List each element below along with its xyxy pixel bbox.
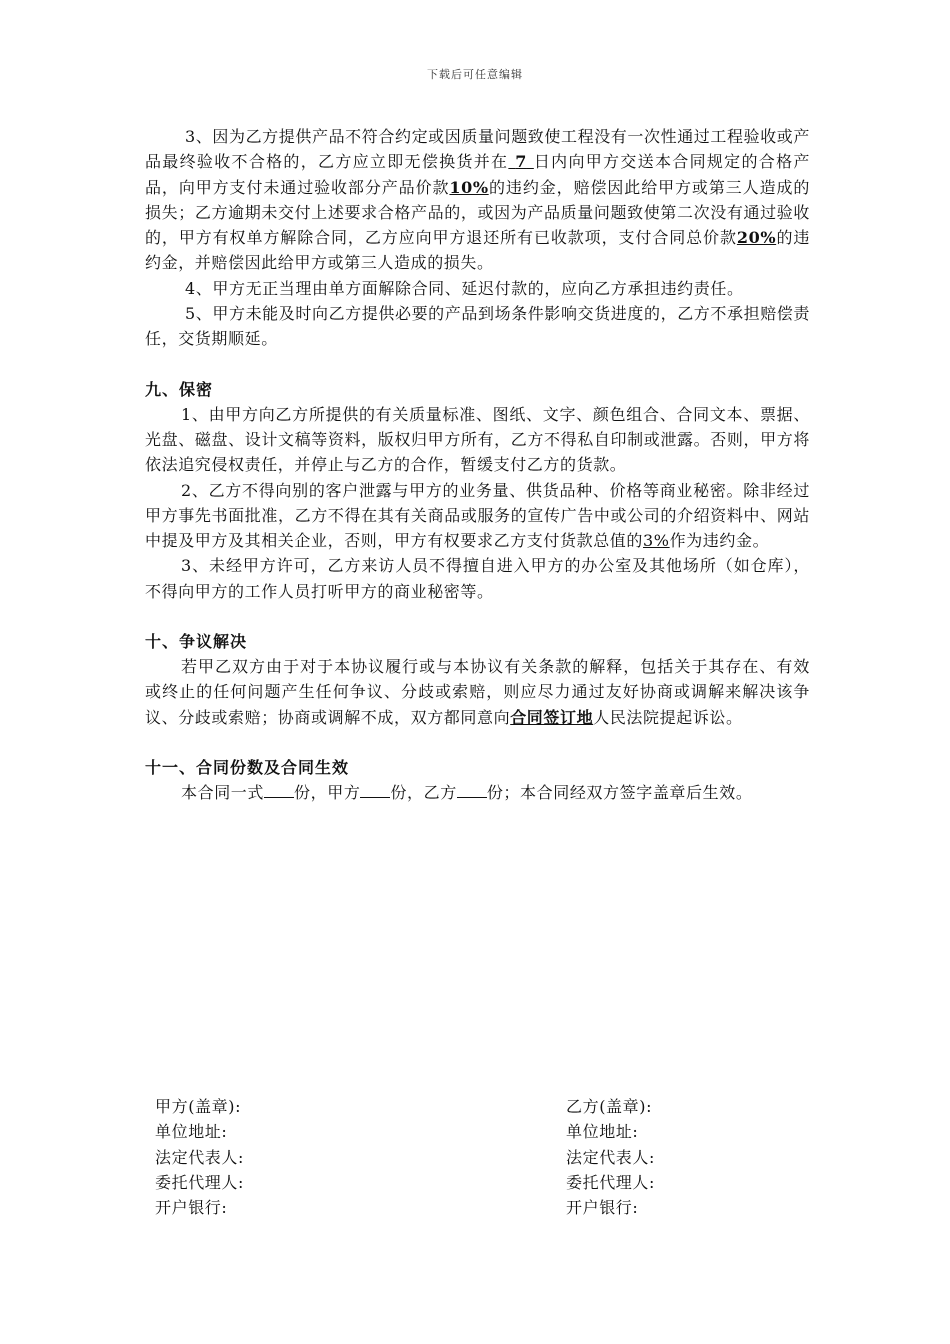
party-b-bank: 开户银行: xyxy=(566,1198,639,1218)
party-a-bank: 开户银行: xyxy=(155,1198,228,1218)
section-10-title: 十、争议解决 xyxy=(145,632,248,652)
party-a-seal: 甲方(盖章): xyxy=(155,1097,242,1116)
clause-11: 本合同一式 份，甲方 份，乙方 份；本合同经双方签字盖章后生效。 xyxy=(181,782,753,802)
party-b-signature-block xyxy=(566,1094,655,1220)
contract-body xyxy=(145,124,810,805)
copies-party-a-blank[interactable] xyxy=(360,783,390,798)
penalty-percent-2: 20% xyxy=(736,228,777,248)
copies-party-b-blank[interactable] xyxy=(457,783,487,798)
clause-9-2: 2、乙方不得向别的客户泄露与甲方的业务量、供货品种、价格等商业秘密。除非经过甲方事先书面批准，乙方不得在其有关商品或服务的宣传广告中或公司的介绍资料中、网站中提及甲方及其相关企业，否则，甲方有权要求乙方支付货款总值的3%作为违约金。 xyxy=(145,480,810,551)
clause-8-5: 5、甲方未能及时向乙方提供必要的产品到场条件影响交货进度的，乙方不承担赔偿责任，交货期顺延。 xyxy=(145,304,810,349)
clause-text: 3、因为乙方提供产品不符合约定或因质量问题致使工程没有一次性通过工程验收或产品最终验收不合格的，乙方应立即无偿换货并在 xyxy=(145,127,810,172)
penalty-percent-1: 10% xyxy=(449,177,489,197)
days-value: 7 xyxy=(515,152,527,172)
party-a-address: 单位地址: xyxy=(155,1122,228,1142)
copies-total-blank[interactable] xyxy=(264,783,294,798)
clause-8-4: 4、甲方无正当理由单方面解除合同、延迟付款的，应向乙方承担违约责任。 xyxy=(185,278,744,298)
page-header: 下载后可任意编辑 xyxy=(427,68,523,81)
section-11-title: 十一、合同份数及合同生效 xyxy=(145,757,350,777)
party-a-agent: 委托代理人: xyxy=(155,1172,244,1192)
party-b-address: 单位地址: xyxy=(566,1122,639,1142)
party-a-signature-block xyxy=(155,1094,244,1220)
clause-9-3: 3、未经甲方许可，乙方来访人员不得擅自进入甲方的办公室及其他场所（如仓库），不得向甲方的工作人员打听甲方的商业秘密等。 xyxy=(145,556,810,601)
court-location: 合同签订地 xyxy=(510,707,594,727)
clause-10: 若甲乙双方由于对于本协议履行或与本协议有关条款的解释，包括关于其存在、有效或终止的任何问题产生任何争议、分歧或索赔，则应尽力通过友好协商或调解来解决该争议、分歧或索赔；协商或调解不成，双方都同意向合同签订地人民法院提起诉讼。 xyxy=(145,657,810,727)
party-b-legal-rep: 法定代表人: xyxy=(566,1147,655,1167)
party-b-seal: 乙方(盖章): xyxy=(566,1097,653,1116)
party-b-agent: 委托代理人: xyxy=(566,1172,655,1192)
clause-text: 日内向甲方交送本合同规定的合格产品，向甲方支付未通过验收部分产品价款 xyxy=(145,152,810,197)
clause-9-1: 1、由甲方向乙方所提供的有关质量标准、图纸、文字、颜色组合、合同文本、票据、光盘、磁盘、设计文稿等资料，版权归甲方所有，乙方不得私自印制或泄露。否则，甲方将依法追究侵权责任，并停止与乙方的合作，暂缓支付乙方的货款。 xyxy=(145,404,810,475)
clause-8-3 xyxy=(145,124,810,276)
party-a-legal-rep: 法定代表人: xyxy=(155,1147,244,1167)
section-9-title: 九、保密 xyxy=(145,379,214,399)
clause-text: 的违约金，赔偿因此给甲方或第三人造成的损失；乙方逾期未交付上述要求合格产品的，或因为产品质量问题致使第二次没有通过验收的，甲方有权单方解除合同，乙方应向甲方退还所有已收款项，支付合同总价款 xyxy=(145,177,810,248)
clause-text: 的违约金，并赔偿因此给甲方或第三人造成的损失。 xyxy=(145,228,810,273)
penalty-percent-3: 3% xyxy=(643,531,670,551)
